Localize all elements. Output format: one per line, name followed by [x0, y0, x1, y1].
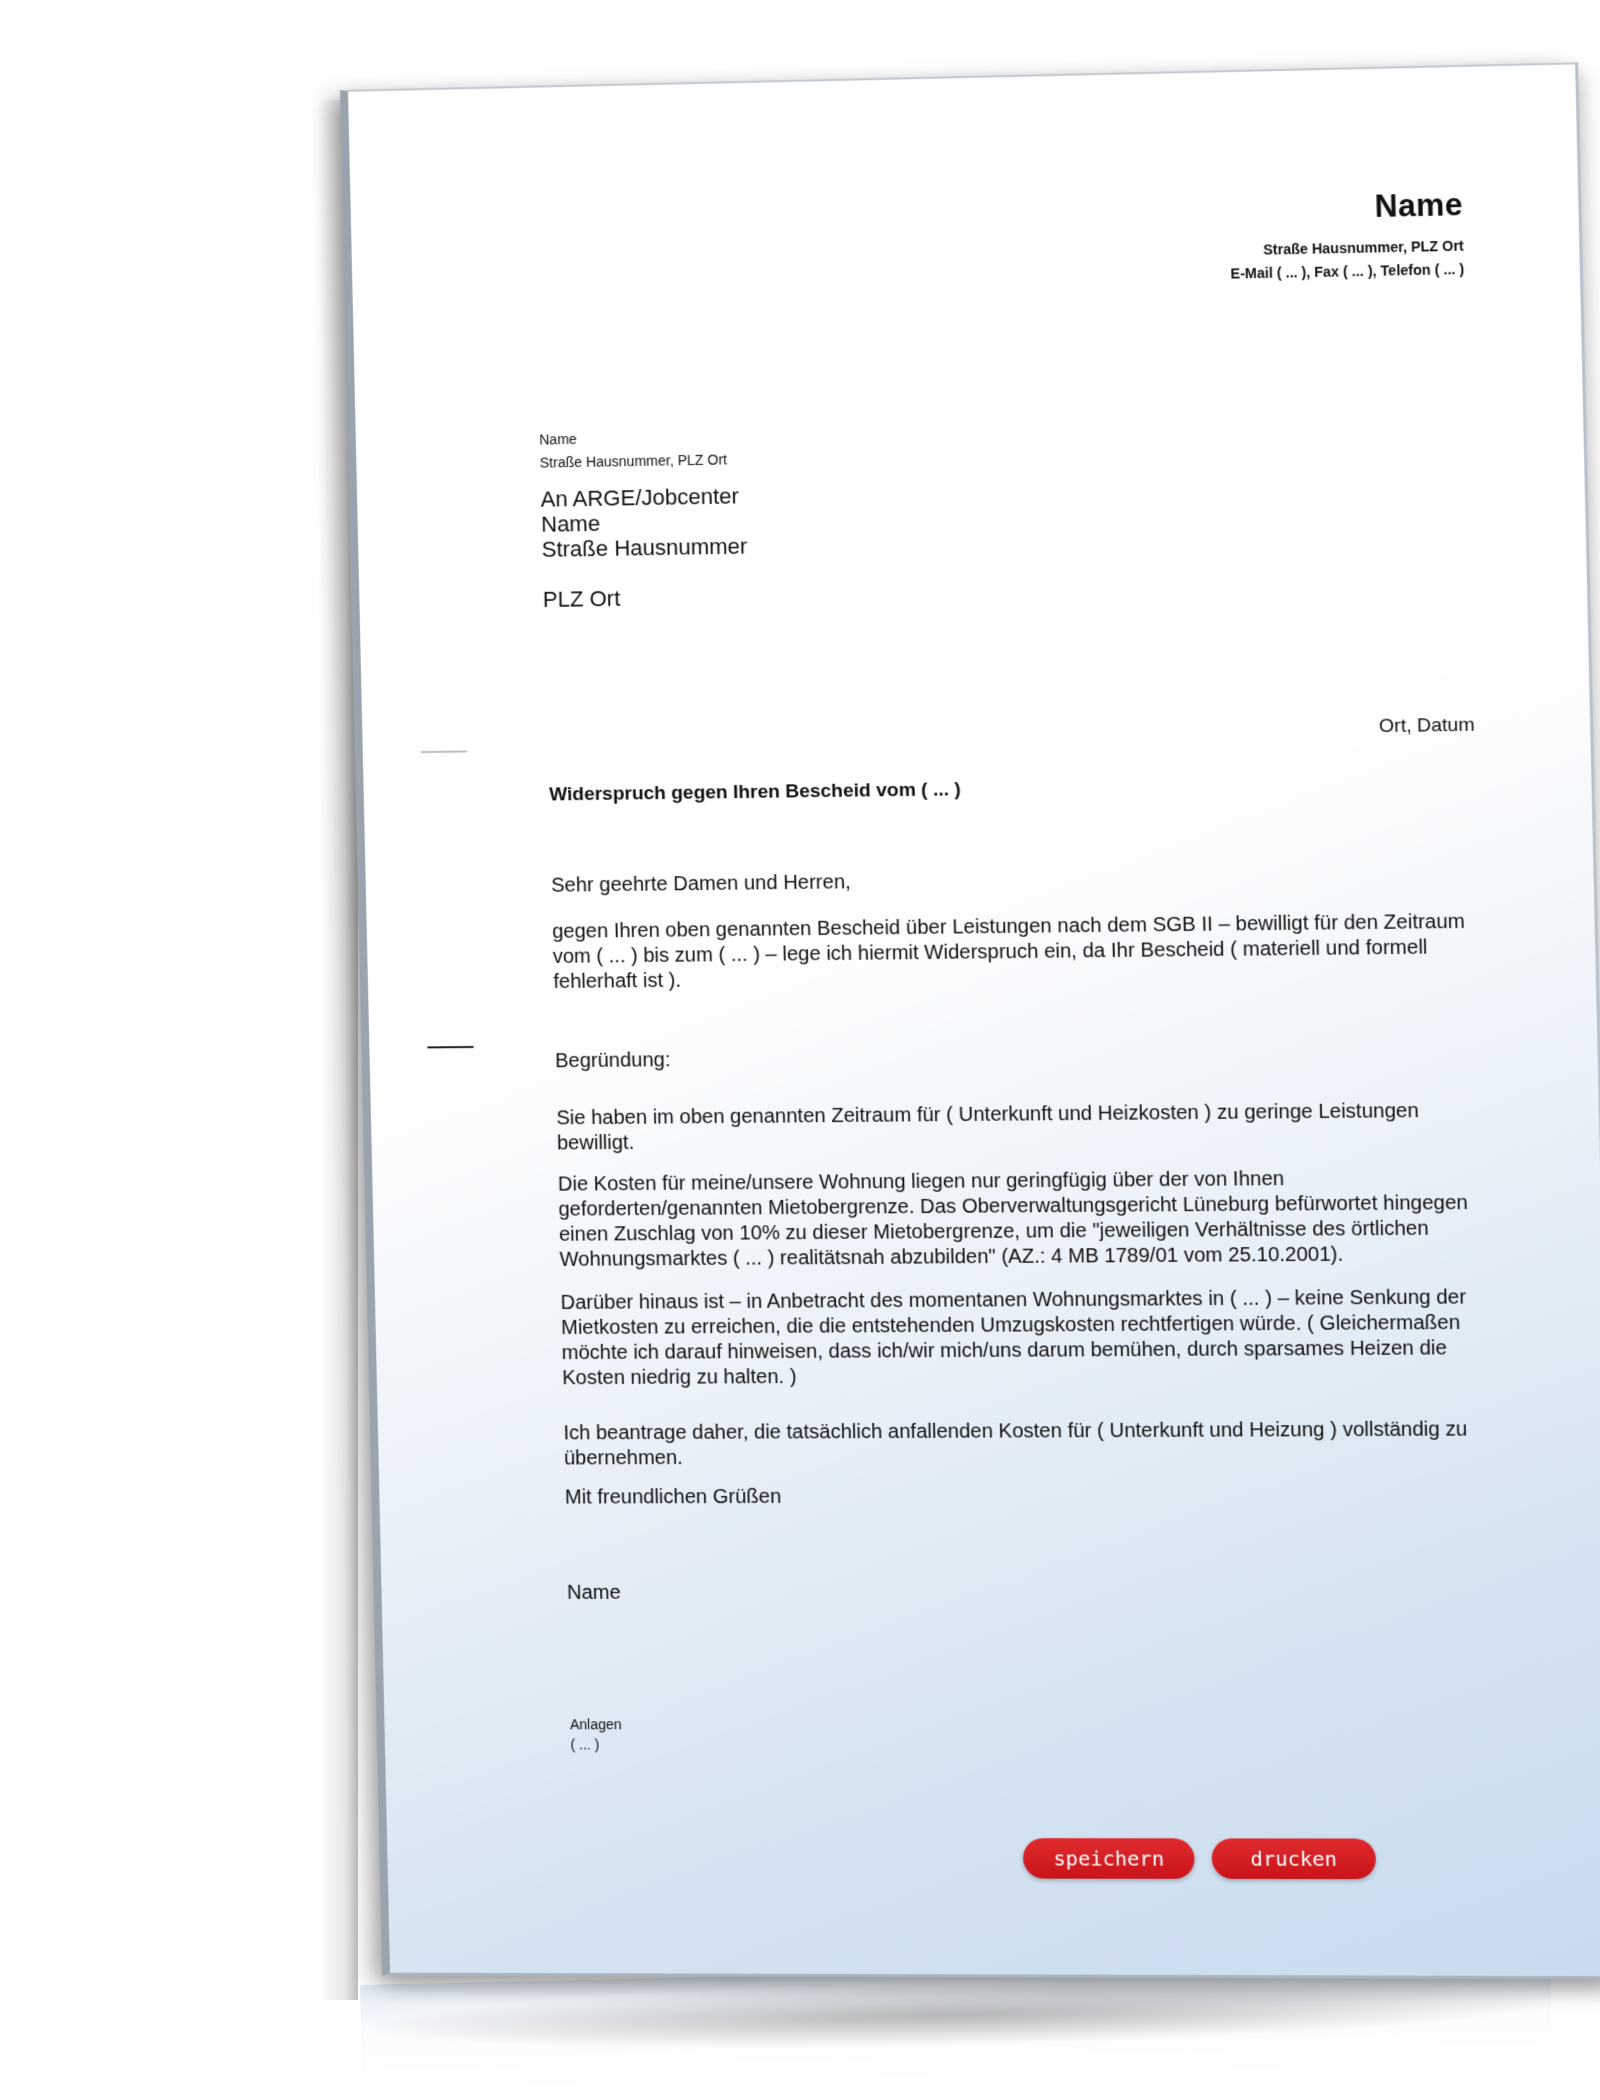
enclosures-value: ( ... )	[570, 1736, 600, 1753]
paragraph-line: Wohnungsmarktes ( ... ) realitätsnah abzubilden" (AZ.: 4 MB 1789/01 vom 25.10.2001).	[559, 1243, 1344, 1271]
letterhead-contact: E-Mail ( ... ), Fax ( ... ), Telefon ( ... )	[1230, 260, 1465, 282]
place-date: Ort, Datum	[1378, 714, 1475, 738]
paragraph-line: Darüber hinaus ist – in Anbetracht des momentanen Wohnungsmarktes in ( ... ) – keine Senkung der	[560, 1286, 1467, 1315]
letterhead-address: Straße Hausnummer, PLZ Ort	[1263, 237, 1464, 258]
paragraph-rent-limit	[557, 1166, 1469, 1273]
recipient-city: PLZ Ort	[542, 585, 621, 613]
paragraph-insufficient-benefits	[556, 1099, 1462, 1157]
closing-phrase: Mit freundlichen Grüßen	[564, 1485, 782, 1509]
salutation: Sehr geehrte Damen und Herren,	[551, 871, 851, 897]
letter-subject: Widerspruch gegen Ihren Bescheid vom ( ... )	[548, 779, 962, 806]
paragraph-line: einen Zuschlag von 10% zu dieser Mietobergrenze, um die "jeweiligen Verhältnisse des örtlichen	[558, 1217, 1430, 1246]
paragraph-line: möchte ich darauf hinweisen, dass ich/wir mich/uns darum bemühen, durch sparsames Heizen die	[561, 1337, 1448, 1365]
return-address-name: Name	[539, 430, 577, 448]
paragraph-request	[563, 1417, 1470, 1471]
print-button[interactable]: drucken	[1211, 1838, 1376, 1879]
save-button[interactable]: speichern	[1023, 1838, 1195, 1879]
paragraph-objection	[552, 910, 1466, 995]
recipient-address	[540, 483, 747, 562]
letterhead-name: Name	[1374, 186, 1464, 225]
paragraph-line: bewilligt.	[556, 1131, 635, 1155]
recipient-line: Name	[540, 510, 601, 537]
recipient-line: Straße Hausnummer	[541, 533, 748, 562]
letter-page	[340, 62, 1600, 1979]
paragraph-line: geforderten/genannten Mietobergrenze. Das Oberverwaltungsgericht Lüneburg befürwortet hingegen	[558, 1191, 1469, 1221]
enclosures-label: Anlagen	[569, 1716, 622, 1733]
paragraph-line: Die Kosten für meine/unsere Wohnung liegen nur geringfügig über der von Ihnen	[557, 1167, 1285, 1196]
signature-name: Name	[566, 1581, 622, 1604]
paragraph-line: übernehmen.	[563, 1446, 683, 1470]
paragraph-line: Sie haben im oben genannten Zeitraum für ( Unterkunft und Heizkosten ) zu geringe Leistungen	[556, 1099, 1420, 1130]
paragraph-line: Mietkosten zu erreichen, die die entstehenden Umzugskosten rechtfertigen würde. ( Gleichermaßen	[560, 1311, 1461, 1340]
return-address-street: Straße Hausnummer, PLZ Ort	[539, 451, 728, 471]
reason-heading: Begründung:	[554, 1049, 671, 1073]
paragraph-housing-market	[560, 1285, 1468, 1391]
paragraph-line: vom ( ... ) bis zum ( ... ) – lege ich hiermit Widerspruch ein, da Ihr Bescheid ( materiell und formell	[552, 936, 1428, 968]
recipient-line: An ARGE/Jobcenter	[540, 483, 740, 512]
punch-mark	[427, 1046, 473, 1048]
fold-mark	[421, 750, 467, 753]
paragraph-line: fehlerhaft ist ).	[553, 969, 682, 994]
paragraph-line: Kosten niedrig zu halten. )	[562, 1365, 797, 1390]
paragraph-line: Ich beantrage daher, die tatsächlich anfallenden Kosten für ( Unterkunft und Heizung ) vollständig zu	[563, 1418, 1468, 1445]
paragraph-line: gegen Ihren oben genannten Bescheid über Leistungen nach dem SGB II – bewilligt für den Zeitraum	[552, 910, 1466, 943]
